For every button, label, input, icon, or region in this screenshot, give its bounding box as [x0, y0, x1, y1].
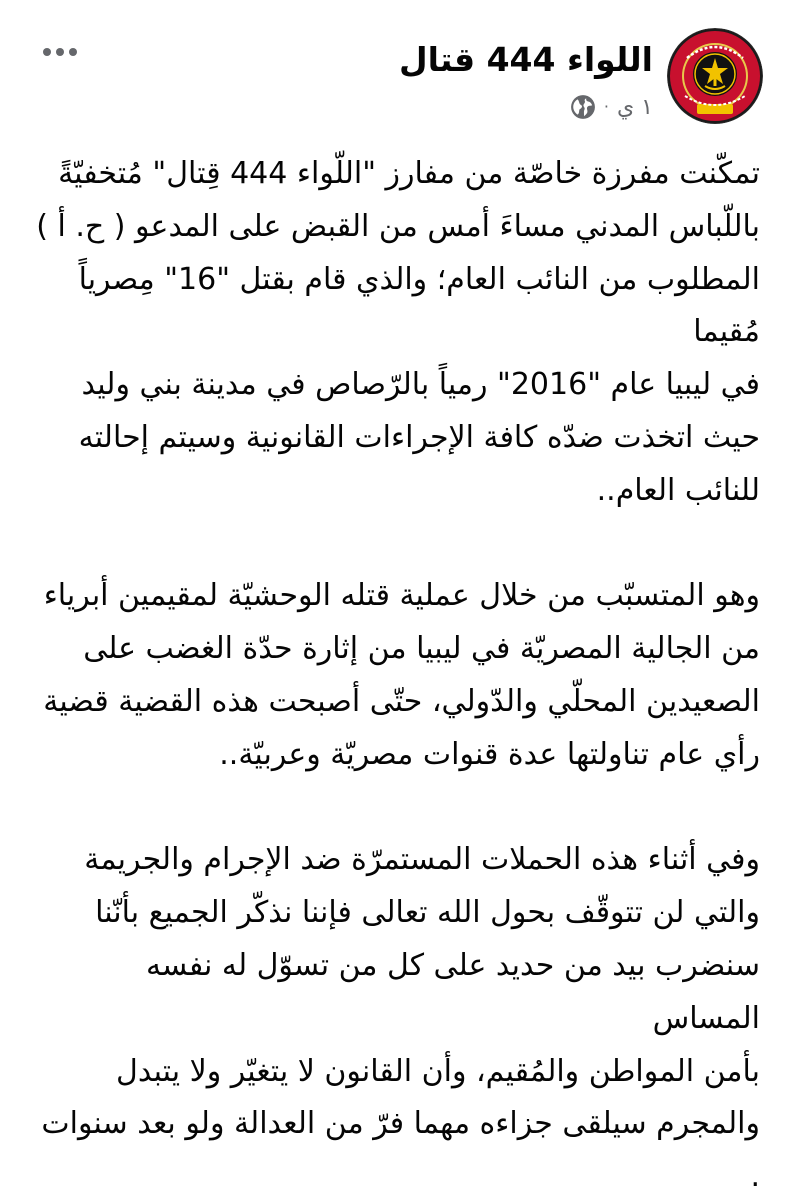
post-line: في ليبيا عام "2016" رمياً بالرّصاص في مدينة بني وليد	[81, 367, 760, 403]
page-avatar[interactable]	[667, 28, 763, 124]
more-options-button[interactable]	[36, 36, 84, 68]
paragraph-spacer	[30, 782, 760, 835]
post-line: بأمن المواطن والمُقيم، وأن القانون لا يتغيّر ولا يتبدل	[116, 1053, 760, 1089]
post-line: وفي أثناء هذه الحملات المستمرّة ضد الإجرام والجريمة	[84, 842, 760, 878]
post-line: الصعيدين المحلّي والدّولي، حتّى أصبحت هذه القضية قضية	[43, 683, 760, 719]
more-options-dot	[69, 48, 77, 56]
post-time[interactable]: ١ ي	[616, 94, 653, 120]
post-body	[30, 148, 760, 1204]
more-options-dot	[56, 48, 64, 56]
post-line: رأي عام تناولتها عدة قنوات مصريّة وعربيّة..	[219, 736, 760, 772]
post-line: للنائب العام..	[596, 472, 760, 508]
post-line: حيث اتخذت ضدّه كافة الإجراءات القانونية وسيتم إحالته	[78, 419, 760, 455]
post-line: والمجرم سيلقى جزاءه مهما فرّ من العدالة ولو بعد سنوات .	[41, 1106, 760, 1195]
page-name[interactable]: اللواء 444 قتال	[398, 40, 653, 79]
post-header	[0, 0, 785, 140]
post-line: وهو المتسبّب من خلال عملية قتله الوحشيّة لمقيمين أبرياء	[43, 578, 760, 614]
post-line: المطلوب من النائب العام؛ والذي قام بقتل "16" مِصرياً مُقيما	[78, 261, 760, 350]
post-line: باللّباس المدني مساءَ أمس من القبض على المدعو ( ح. أ )	[36, 208, 760, 244]
post-line: تمكّنت مفرزة خاصّة من مفارز "اللّواء 444 قِتال" مُتخفيّةً	[58, 156, 760, 191]
post-meta	[570, 92, 653, 122]
post-line: سنضرب بيد من حديد على كل من تسوّل له نفسه المساس	[145, 947, 760, 1036]
paragraph-spacer	[30, 518, 760, 571]
more-options-icon	[43, 48, 51, 56]
globe-icon[interactable]	[570, 94, 596, 120]
post-line: والتي لن تتوقّف بحول الله تعالى فإننا نذكّر الجميع بأنّنا	[95, 895, 760, 931]
post-line: من الجالية المصريّة في ليبيا من إثارة حدّة الغضب على	[83, 631, 760, 667]
meta-separator: ·	[603, 97, 609, 116]
brigade-logo	[667, 28, 763, 124]
